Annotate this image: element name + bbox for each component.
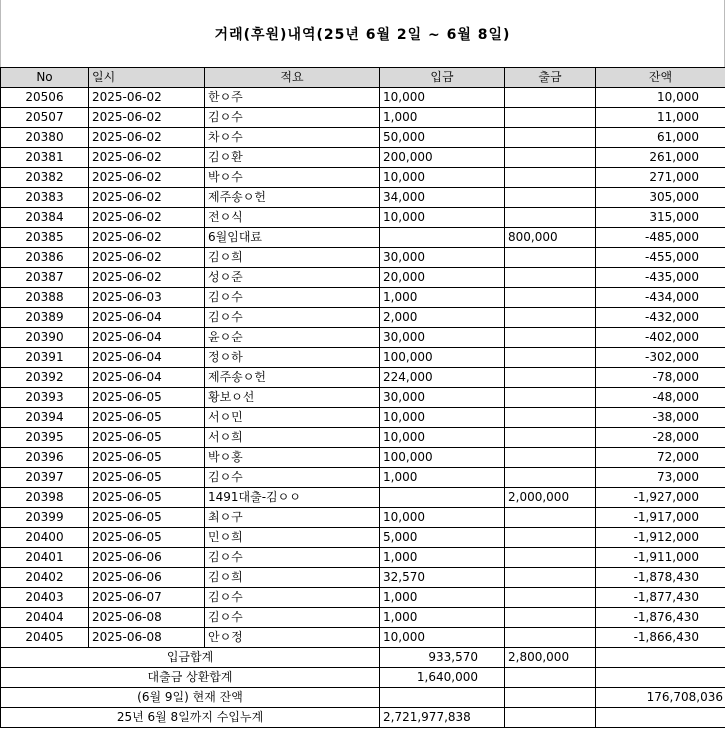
row-desc: 전ㅇ식 <box>205 208 380 228</box>
row-balance: 305,000 <box>596 188 725 208</box>
table-row <box>1 328 725 348</box>
table-row <box>1 148 725 168</box>
row-balance: 271,000 <box>596 168 725 188</box>
row-date: 2025-06-05 <box>89 468 205 488</box>
row-date: 2025-06-05 <box>89 528 205 548</box>
row-balance: -1,878,430 <box>596 568 725 588</box>
row-withdrawal: 800,000 <box>505 228 596 248</box>
row-date: 2025-06-02 <box>89 208 205 228</box>
row-deposit: 1,000 <box>380 468 505 488</box>
header-no: No <box>1 68 89 88</box>
cumulative-value: 2,721,977,838 <box>380 708 505 728</box>
table-row <box>1 288 725 308</box>
row-date: 2025-06-05 <box>89 508 205 528</box>
row-no: 20383 <box>1 188 89 208</box>
row-desc: 김ㅇ수 <box>205 288 380 308</box>
row-balance: 61,000 <box>596 128 725 148</box>
row-withdrawal <box>505 328 596 348</box>
row-desc: 박ㅇ홍 <box>205 448 380 468</box>
row-balance: -1,912,000 <box>596 528 725 548</box>
row-deposit: 30,000 <box>380 388 505 408</box>
row-date: 2025-06-03 <box>89 288 205 308</box>
row-date: 2025-06-02 <box>89 248 205 268</box>
balance-value: 176,708,036 <box>596 688 725 708</box>
row-deposit: 224,000 <box>380 368 505 388</box>
row-withdrawal <box>505 148 596 168</box>
row-withdrawal <box>505 628 596 648</box>
row-no: 20399 <box>1 508 89 528</box>
row-deposit: 1,000 <box>380 108 505 128</box>
row-balance: -38,000 <box>596 408 725 428</box>
header-withdrawal: 출금 <box>505 68 596 88</box>
row-desc: 최ㅇ구 <box>205 508 380 528</box>
cumulative-row <box>1 708 725 728</box>
table-row <box>1 628 725 648</box>
row-date: 2025-06-05 <box>89 488 205 508</box>
row-no: 20384 <box>1 208 89 228</box>
table-row <box>1 488 725 508</box>
balance-empty-cell <box>380 688 505 708</box>
row-no: 20395 <box>1 428 89 448</box>
row-balance: 72,000 <box>596 448 725 468</box>
row-date: 2025-06-02 <box>89 168 205 188</box>
table-row <box>1 568 725 588</box>
row-withdrawal <box>505 88 596 108</box>
row-deposit: 32,570 <box>380 568 505 588</box>
row-withdrawal <box>505 108 596 128</box>
row-date: 2025-06-02 <box>89 108 205 128</box>
table-row <box>1 348 725 368</box>
row-balance: -1,866,430 <box>596 628 725 648</box>
row-deposit: 2,000 <box>380 308 505 328</box>
row-desc: 윤ㅇ순 <box>205 328 380 348</box>
row-withdrawal <box>505 608 596 628</box>
row-desc: 제주송ㅇ헌 <box>205 188 380 208</box>
row-no: 20398 <box>1 488 89 508</box>
table-row <box>1 428 725 448</box>
row-date: 2025-06-04 <box>89 368 205 388</box>
row-desc: 차ㅇ수 <box>205 128 380 148</box>
row-withdrawal <box>505 528 596 548</box>
table-row <box>1 468 725 488</box>
row-withdrawal <box>505 428 596 448</box>
row-desc: 김ㅇ수 <box>205 308 380 328</box>
row-withdrawal <box>505 448 596 468</box>
row-no: 20393 <box>1 388 89 408</box>
row-deposit: 10,000 <box>380 208 505 228</box>
row-desc: 김ㅇ환 <box>205 148 380 168</box>
row-no: 20404 <box>1 608 89 628</box>
row-balance: -1,911,000 <box>596 548 725 568</box>
row-date: 2025-06-02 <box>89 268 205 288</box>
row-date: 2025-06-02 <box>89 188 205 208</box>
row-balance: -1,877,430 <box>596 588 725 608</box>
row-no: 20397 <box>1 468 89 488</box>
row-balance: 10,000 <box>596 88 725 108</box>
total-deposit: 933,570 <box>380 648 505 668</box>
row-withdrawal <box>505 548 596 568</box>
row-balance: -48,000 <box>596 388 725 408</box>
row-deposit: 100,000 <box>380 348 505 368</box>
row-date: 2025-06-04 <box>89 308 205 328</box>
row-withdrawal <box>505 588 596 608</box>
total-label: 입금합계 <box>1 648 380 668</box>
row-desc: 김ㅇ수 <box>205 548 380 568</box>
row-desc: 김ㅇ희 <box>205 248 380 268</box>
row-balance: 11,000 <box>596 108 725 128</box>
row-withdrawal <box>505 268 596 288</box>
row-no: 20381 <box>1 148 89 168</box>
row-balance: -1,876,430 <box>596 608 725 628</box>
table-row <box>1 228 725 248</box>
table-row <box>1 408 725 428</box>
row-balance: -455,000 <box>596 248 725 268</box>
row-desc: 성ㅇ준 <box>205 268 380 288</box>
row-no: 20405 <box>1 628 89 648</box>
row-balance: -432,000 <box>596 308 725 328</box>
row-date: 2025-06-05 <box>89 428 205 448</box>
total-row <box>1 648 725 668</box>
row-no: 20382 <box>1 168 89 188</box>
table-row <box>1 248 725 268</box>
row-deposit: 1,000 <box>380 608 505 628</box>
row-balance: -485,000 <box>596 228 725 248</box>
row-no: 20402 <box>1 568 89 588</box>
row-balance: 261,000 <box>596 148 725 168</box>
row-deposit: 10,000 <box>380 168 505 188</box>
row-deposit: 1,000 <box>380 548 505 568</box>
row-desc: 한ㅇ주 <box>205 88 380 108</box>
row-withdrawal <box>505 368 596 388</box>
row-withdrawal <box>505 248 596 268</box>
row-deposit: 34,000 <box>380 188 505 208</box>
table-row <box>1 388 725 408</box>
page-title: 거래(후원)내역(25년 6월 2일 ~ 6월 8일) <box>0 0 725 67</box>
row-date: 2025-06-02 <box>89 88 205 108</box>
cumulative-label: 25년 6월 8일까지 수입누계 <box>1 708 380 728</box>
table-row <box>1 508 725 528</box>
row-deposit: 10,000 <box>380 88 505 108</box>
header-balance: 잔액 <box>596 68 725 88</box>
loan-empty-cell <box>505 668 596 688</box>
row-deposit: 5,000 <box>380 528 505 548</box>
row-date: 2025-06-04 <box>89 348 205 368</box>
row-deposit: 1,000 <box>380 288 505 308</box>
row-desc: 안ㅇ정 <box>205 628 380 648</box>
row-deposit: 1,000 <box>380 588 505 608</box>
row-no: 20394 <box>1 408 89 428</box>
row-desc: 김ㅇ수 <box>205 468 380 488</box>
row-withdrawal <box>505 208 596 228</box>
row-no: 20403 <box>1 588 89 608</box>
table-row <box>1 188 725 208</box>
row-desc: 서ㅇ민 <box>205 408 380 428</box>
table-row <box>1 168 725 188</box>
row-date: 2025-06-02 <box>89 128 205 148</box>
row-withdrawal <box>505 388 596 408</box>
row-date: 2025-06-02 <box>89 148 205 168</box>
loan-empty-cell-2 <box>596 668 725 688</box>
row-no: 20387 <box>1 268 89 288</box>
row-deposit: 20,000 <box>380 268 505 288</box>
row-date: 2025-06-06 <box>89 568 205 588</box>
row-deposit: 10,000 <box>380 408 505 428</box>
row-no: 20506 <box>1 88 89 108</box>
row-withdrawal <box>505 348 596 368</box>
header-desc: 적요 <box>205 68 380 88</box>
loan-label: 대출금 상환합계 <box>1 668 380 688</box>
table-row <box>1 88 725 108</box>
row-balance: -435,000 <box>596 268 725 288</box>
row-withdrawal <box>505 288 596 308</box>
row-balance: -78,000 <box>596 368 725 388</box>
row-no: 20391 <box>1 348 89 368</box>
loan-row <box>1 668 725 688</box>
row-balance: -1,927,000 <box>596 488 725 508</box>
row-no: 20396 <box>1 448 89 468</box>
row-balance: 315,000 <box>596 208 725 228</box>
row-deposit <box>380 488 505 508</box>
row-no: 20401 <box>1 548 89 568</box>
row-date: 2025-06-04 <box>89 328 205 348</box>
row-desc: 제주송ㅇ헌 <box>205 368 380 388</box>
row-deposit: 10,000 <box>380 628 505 648</box>
row-balance: 73,000 <box>596 468 725 488</box>
row-no: 20507 <box>1 108 89 128</box>
row-date: 2025-06-02 <box>89 228 205 248</box>
table-row <box>1 128 725 148</box>
row-deposit: 30,000 <box>380 328 505 348</box>
row-balance: -434,000 <box>596 288 725 308</box>
table-row <box>1 268 725 288</box>
header-deposit: 입금 <box>380 68 505 88</box>
row-date: 2025-06-08 <box>89 628 205 648</box>
table-row <box>1 448 725 468</box>
row-withdrawal <box>505 308 596 328</box>
row-deposit: 100,000 <box>380 448 505 468</box>
row-desc: 김ㅇ수 <box>205 588 380 608</box>
row-deposit: 50,000 <box>380 128 505 148</box>
row-balance: -28,000 <box>596 428 725 448</box>
header-row <box>1 68 725 88</box>
table-row <box>1 108 725 128</box>
row-desc: 황보ㅇ선 <box>205 388 380 408</box>
balance-label: (6월 9일) 현재 잔액 <box>1 688 380 708</box>
row-date: 2025-06-08 <box>89 608 205 628</box>
row-desc: 정ㅇ하 <box>205 348 380 368</box>
row-no: 20385 <box>1 228 89 248</box>
table-row <box>1 208 725 228</box>
total-empty-cell <box>596 648 725 668</box>
row-desc: 김ㅇ수 <box>205 108 380 128</box>
row-no: 20389 <box>1 308 89 328</box>
loan-value: 1,640,000 <box>380 668 505 688</box>
row-deposit: 10,000 <box>380 508 505 528</box>
table-row <box>1 608 725 628</box>
row-desc: 박ㅇ수 <box>205 168 380 188</box>
row-desc: 민ㅇ희 <box>205 528 380 548</box>
row-deposit <box>380 228 505 248</box>
row-no: 20400 <box>1 528 89 548</box>
row-date: 2025-06-06 <box>89 548 205 568</box>
transaction-table <box>0 67 725 728</box>
row-date: 2025-06-05 <box>89 408 205 428</box>
row-date: 2025-06-05 <box>89 448 205 468</box>
row-desc: 김ㅇ희 <box>205 568 380 588</box>
table-row <box>1 528 725 548</box>
table-row <box>1 548 725 568</box>
row-deposit: 10,000 <box>380 428 505 448</box>
total-withdrawal: 2,800,000 <box>505 648 596 668</box>
row-withdrawal <box>505 408 596 428</box>
row-withdrawal <box>505 508 596 528</box>
row-no: 20388 <box>1 288 89 308</box>
row-desc: 김ㅇ수 <box>205 608 380 628</box>
table-row <box>1 308 725 328</box>
row-date: 2025-06-05 <box>89 388 205 408</box>
row-desc: 6월임대료 <box>205 228 380 248</box>
table-row <box>1 368 725 388</box>
row-balance: -402,000 <box>596 328 725 348</box>
balance-empty-cell-2 <box>505 688 596 708</box>
row-no: 20392 <box>1 368 89 388</box>
row-date: 2025-06-07 <box>89 588 205 608</box>
row-balance: -1,917,000 <box>596 508 725 528</box>
cumulative-empty-cell-2 <box>596 708 725 728</box>
cumulative-empty-cell <box>505 708 596 728</box>
row-withdrawal <box>505 168 596 188</box>
row-withdrawal <box>505 128 596 148</box>
row-balance: -302,000 <box>596 348 725 368</box>
row-withdrawal <box>505 468 596 488</box>
header-date: 일시 <box>89 68 205 88</box>
row-no: 20380 <box>1 128 89 148</box>
row-no: 20386 <box>1 248 89 268</box>
row-withdrawal: 2,000,000 <box>505 488 596 508</box>
balance-row <box>1 688 725 708</box>
row-withdrawal <box>505 568 596 588</box>
row-desc: 서ㅇ희 <box>205 428 380 448</box>
row-no: 20390 <box>1 328 89 348</box>
table-row <box>1 588 725 608</box>
row-deposit: 200,000 <box>380 148 505 168</box>
row-deposit: 30,000 <box>380 248 505 268</box>
row-withdrawal <box>505 188 596 208</box>
row-desc: 1491대출-김ㅇㅇ <box>205 488 380 508</box>
